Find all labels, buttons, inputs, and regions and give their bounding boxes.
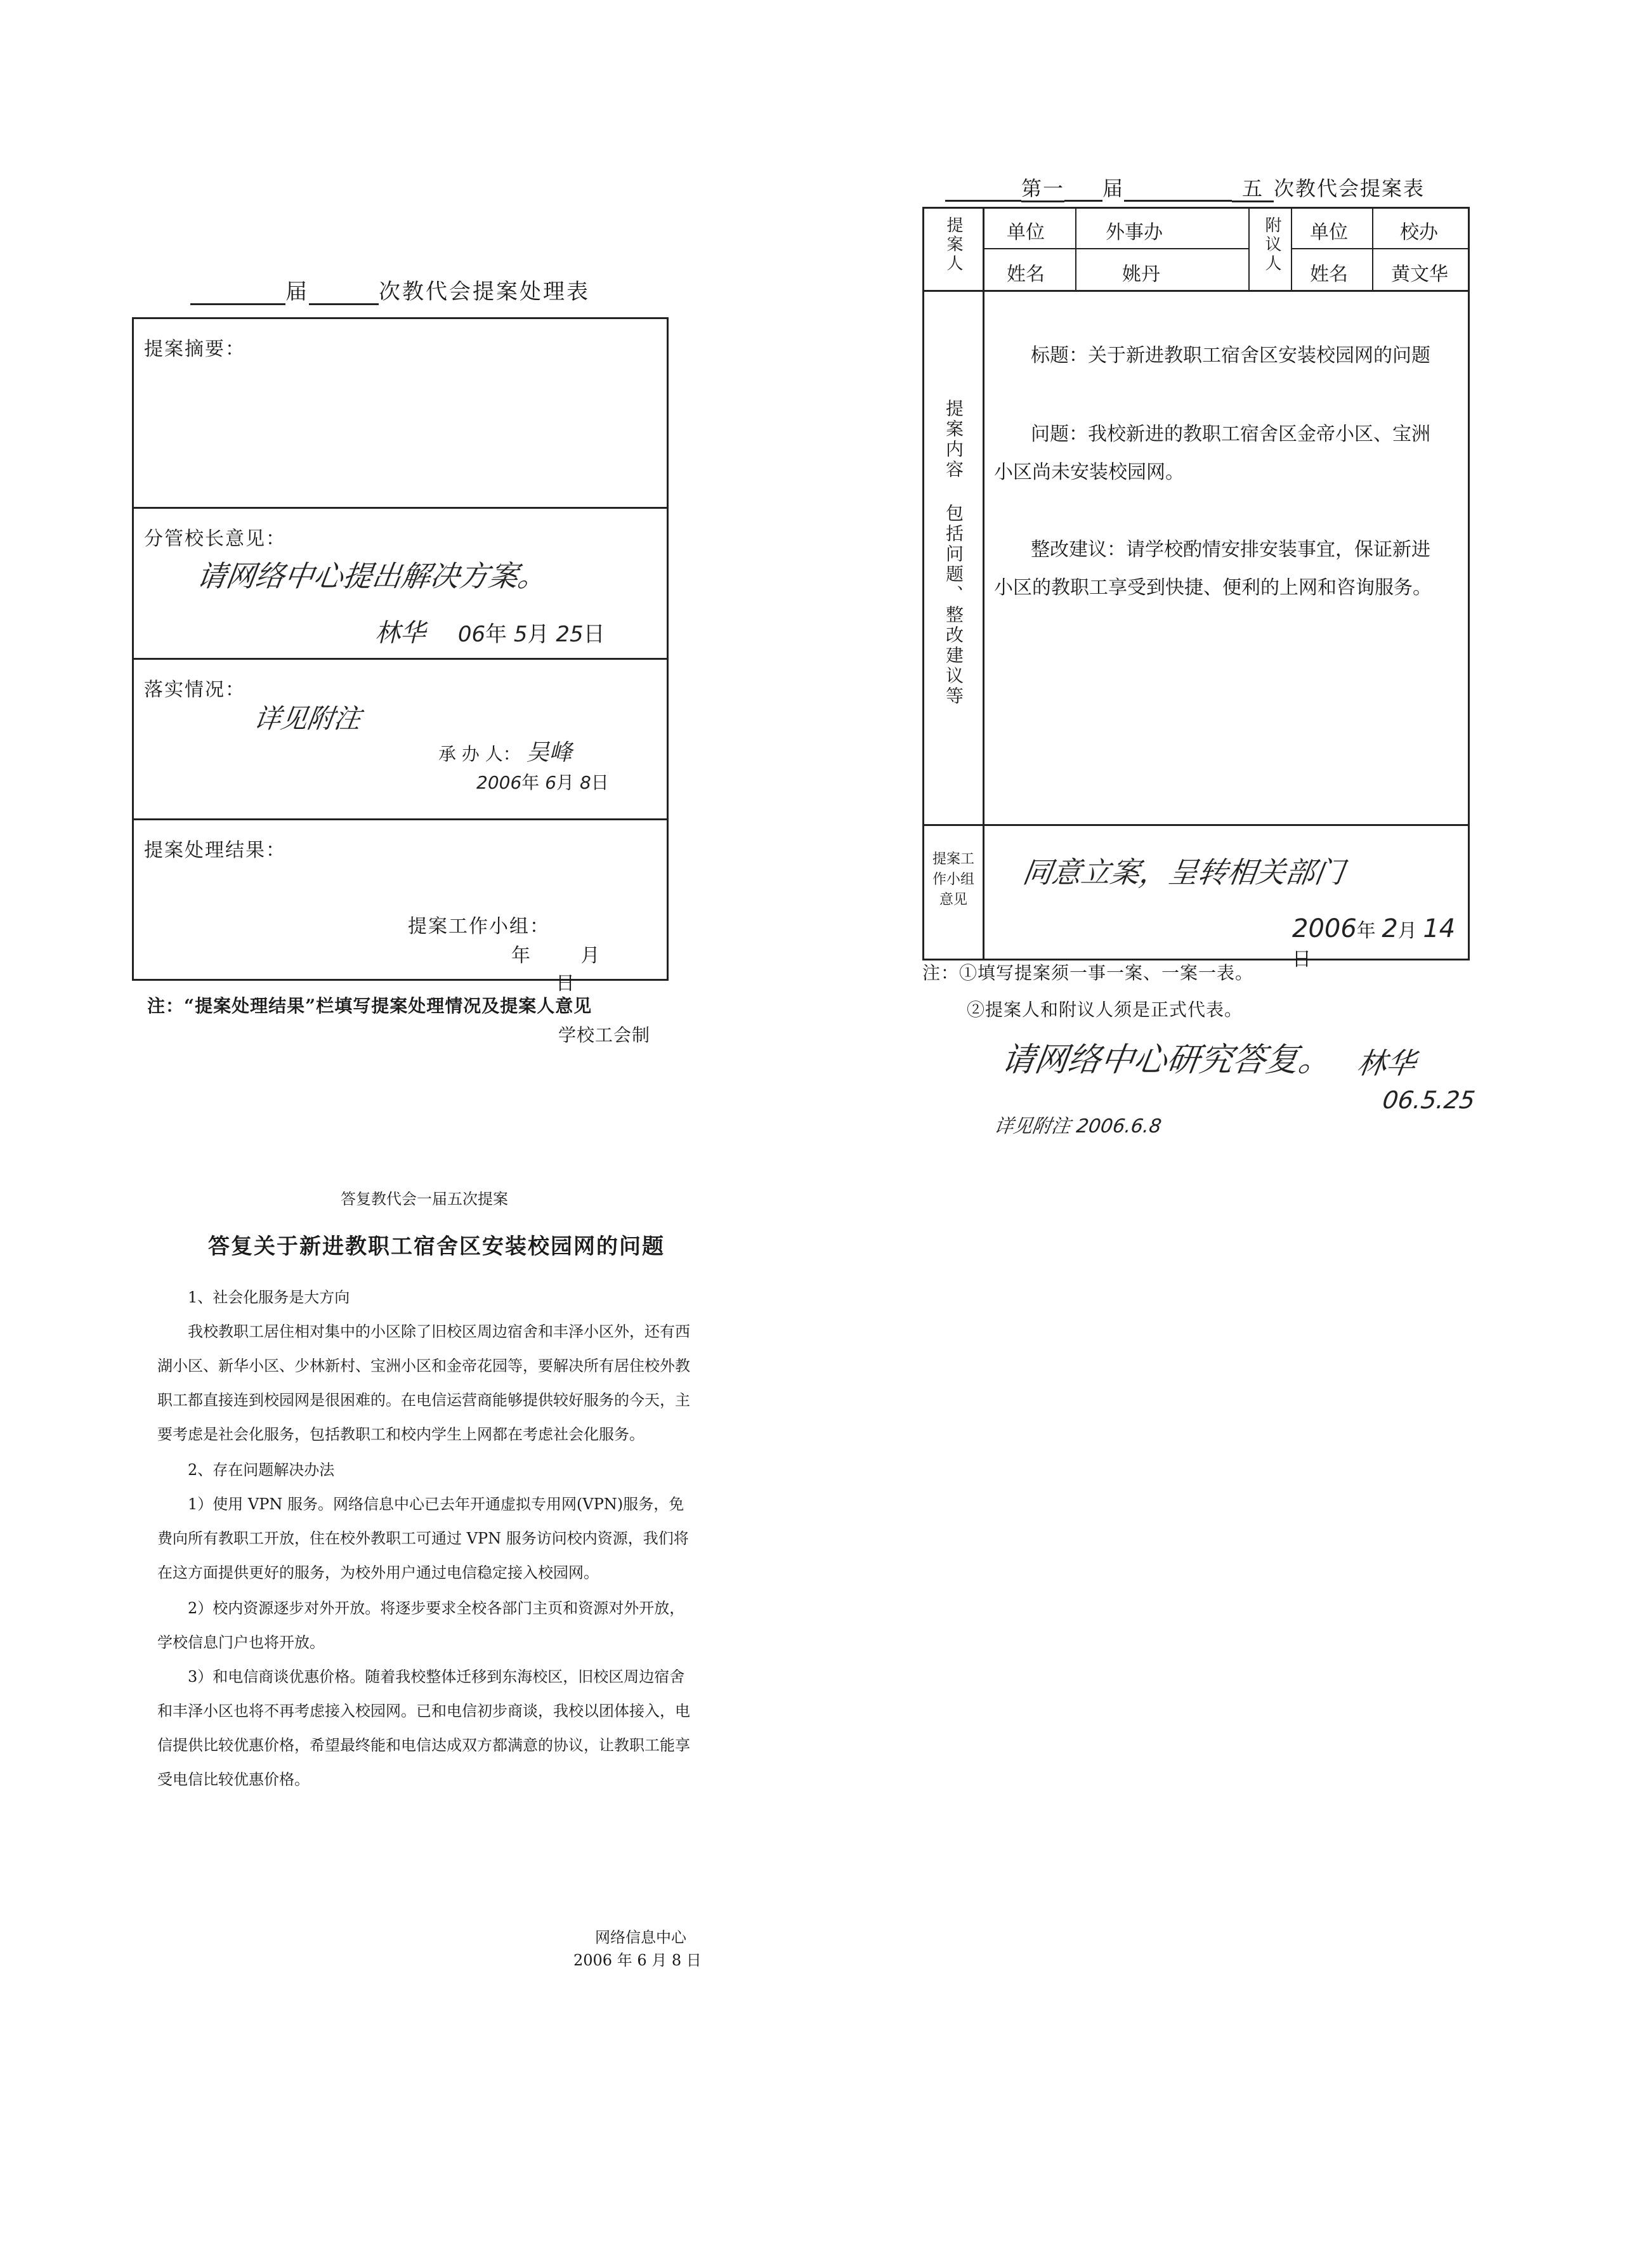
bottom-handwriting: 请网络中心研究答复。 [999,1041,1335,1079]
work-group-date [1292,914,1468,971]
handler-signature: 吴峰 [526,740,572,766]
vice-date-month: 5 [513,622,528,647]
title-session: 五 [1232,176,1274,202]
col-divider [1075,209,1076,290]
name-value: 姚丹 [1122,263,1160,285]
proposal-processing-form [132,317,669,995]
work-group-opinion-label: 提案工作小组意见 [932,851,974,908]
name2-label: 姓名 [1310,263,1348,285]
unit-value: 外事办 [1106,221,1163,244]
content-problem-line2: 小区尚未安装校园网。 [994,461,1184,483]
name2-value: 黄文华 [1391,263,1448,285]
left-form-note: 注：“提案处理结果”栏填写提案处理情况及提案人意见 [147,995,592,1016]
reply-section2-heading: 2、存在问题解决办法 [188,1461,335,1479]
group-date-day-unit: 日 [1292,948,1311,971]
content-suggestion-line1: 整改建议：请学校酌情安排安装事宜，保证新进 [1031,539,1430,561]
handler-date-year-unit: 年 [521,772,540,793]
blank-line [309,284,379,305]
left-form-title [190,274,590,305]
handler-label: 承 办 人： [438,744,521,764]
work-group-label: 提案工作小组： [408,915,550,938]
proposal-form [922,207,1470,971]
result-date-day: 日 [556,973,575,995]
result-date [511,940,667,995]
summary-section [134,319,667,509]
handler-date-day-unit: 日 [591,772,609,793]
result-label: 提案处理结果： [144,839,286,862]
result-date-year: 年 [511,945,530,967]
vice-principal-label: 分管校长意见： [144,528,286,550]
reply-signature-org: 网络信息中心 [595,1929,686,1946]
reply-paragraph2: 1）使用 VPN 服务。网络信息中心已去年开通虚拟专用网(VPN)服务，免费向所有教职工开放，住在校外教职工可通过 VPN 服务访问校内资源，我们将在这方面提供更好的服务，为校外用户通过电信稳定接入校园网。 [157,1495,689,1582]
content-title: 标题：关于新进教职工宿舍区安装校园网的问题 [1031,344,1430,367]
result-date-month: 月 [580,945,600,967]
implementation-handwriting: 详见附注 [252,703,363,734]
reply-paragraph1: 我校教职工居住相对集中的小区除了旧校区周边宿舍和丰泽小区外，还有西湖小区、新华小区、少林新村、宝洲小区和金帝花园等，要解决所有居住校外教职工都直接连到校园网是很困难的。在电信运营商能够提供较好服务的今天，主要考虑是社会化服务，包括教职工和校内学生上网都在考虑社会化服务。 [157,1323,690,1443]
group-date-year: 2006 [1292,914,1357,943]
reply-section1-heading: 1、社会化服务是大方向 [188,1288,350,1306]
reply-signature-date: 2006 年 6 月 8 日 [573,1951,702,1969]
blank-line [945,181,1021,202]
unit-label: 单位 [1007,221,1045,244]
col-divider [1372,209,1373,290]
vice-principal-handwriting: 请网络中心提出解决方案。 [194,559,550,593]
group-date-year-unit: 年 [1356,920,1376,942]
content-problem-line1: 问题：我校新进的教职工宿舍区金帝小区、宝洲 [1031,423,1430,445]
handler-date [476,769,609,794]
bottom-small-note: 详见附注 2006.6.8 [993,1115,1163,1137]
title-ci: 届 [285,279,309,305]
left-form-issuer: 学校工会制 [558,1025,651,1046]
row-divider [924,824,1468,826]
right-form-note2: ②提案人和附议人须是正式代表。 [967,999,1243,1020]
title-ordinal: 第一 [1021,176,1064,202]
vice-date-year-unit: 年 [485,622,507,647]
right-form-note1: 注：①填写提案须一事一案、一案一表。 [922,962,1254,983]
content-label: 提案内容 包括问题、整改建议等 [943,399,964,707]
title-ci: 届 [1102,176,1125,200]
vice-principal-section [134,509,667,660]
bottom-date: 06.5.25 [1380,1086,1477,1114]
name-label: 姓名 [1007,263,1045,285]
reply-paragraph3: 2）校内资源逐步对外开放。将逐步要求全校各部门主页和资源对外开放，学校信息门户也将开放。 [157,1599,685,1651]
right-form-title [945,173,1425,202]
group-date-month-unit: 月 [1397,920,1417,942]
col-divider [983,209,984,959]
unit2-label: 单位 [1310,221,1348,244]
row-divider [1291,248,1468,249]
title-rest: 次教代会提案处理表 [379,279,590,305]
content-suggestion-line2: 小区的教职工享受到快捷、便利的上网和咨询服务。 [994,577,1432,599]
proposer-label: 提案人 [944,216,963,273]
vice-date-day: 25 [556,622,584,647]
reply-title: 答复关于新进教职工宿舍区安装校园网的问题 [208,1234,665,1259]
group-date-day: 14 [1423,914,1456,943]
result-section [134,820,667,995]
summary-label: 提案摘要： [144,338,245,360]
implementation-section [134,660,667,820]
unit2-value: 校办 [1400,221,1438,244]
vice-principal-sign-date [375,613,605,649]
seconder-label: 附议人 [1262,216,1281,273]
title-rest: 次教代会提案表 [1274,176,1425,200]
col-divider [1248,209,1250,290]
handler-date-year: 2006 [476,772,522,793]
vice-principal-signature: 林华 [375,619,426,648]
vice-date-year: 06 [457,622,486,647]
handler-date-month-unit: 月 [556,772,575,793]
vice-date-month-unit: 月 [527,622,549,647]
reply-header: 答复教代会一届五次提案 [341,1190,508,1208]
row-divider [983,248,1248,249]
row-divider [924,290,1468,292]
reply-paragraph4: 3）和电信商谈优惠价格。随着我校整体迁移到东海校区，旧校区周边宿舍和丰泽小区也将不再考虑接入校园网。已和电信初步商谈，我校以团体接入，电信提供比较优惠价格，希望最终能和电信达成双方都满意的协议，让教职工能享受电信比较优惠价格。 [157,1668,690,1788]
group-date-month: 2 [1382,914,1398,943]
blank-line [1064,181,1102,202]
blank-line [190,284,285,305]
handler-line [438,735,572,767]
implementation-label: 落实情况： [144,679,245,701]
handler-date-month: 6 [545,772,557,793]
work-group-handwriting: 同意立案，呈转相关部门 [1020,855,1347,889]
col-divider [1291,209,1292,290]
vice-date-day-unit: 日 [583,622,605,647]
bottom-signature: 林华 [1354,1046,1418,1080]
blank-line [1124,181,1232,202]
handler-date-day: 8 [579,772,591,793]
